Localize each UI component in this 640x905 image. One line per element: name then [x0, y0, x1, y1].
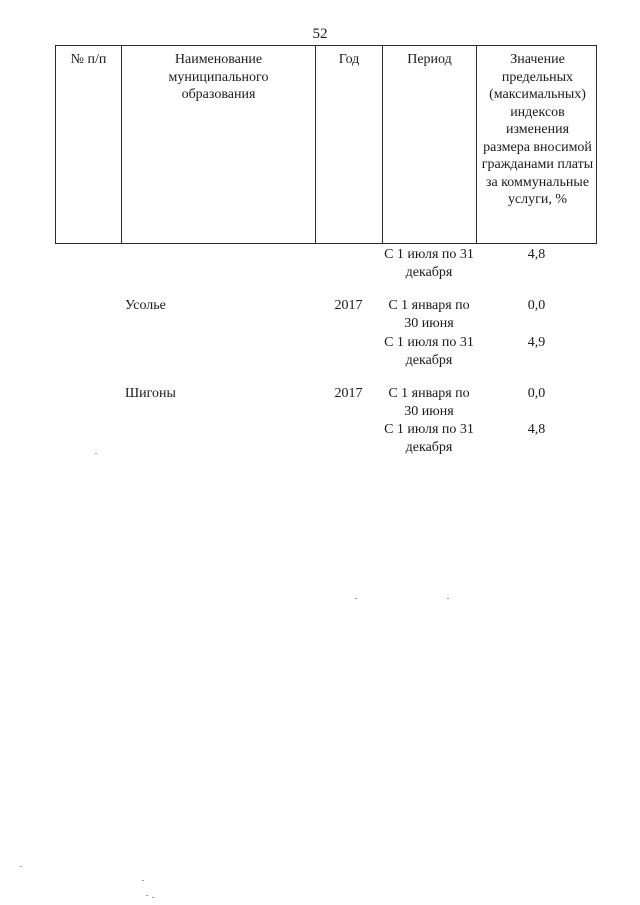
table-header [55, 45, 597, 244]
header-number-column: № п/п [56, 46, 122, 243]
header-index-value-column: Значение предельных (максимальных) индексов изменения размера вносимой гражданами платы за коммунальные услуги, % [481, 52, 594, 207]
header-municipality-column: Наименование муниципального образования [122, 46, 316, 243]
page-number: 52 [312, 26, 328, 42]
scan-speck [142, 880, 144, 881]
table-row-value: 0,0 [527, 386, 546, 401]
scan-speck [146, 895, 148, 896]
table-row-year: 2017 [334, 386, 363, 401]
table-row-municipality: Шигоны [125, 386, 176, 401]
table-row-period: С 1 июля по 31 декабря [384, 247, 474, 280]
scan-speck [447, 598, 449, 599]
table-row-value: 4,8 [527, 247, 546, 262]
table-row-municipality: Усолье [125, 298, 166, 313]
table-row-period: С 1 июля по 31 декабря [384, 422, 474, 455]
table-row-period: С 1 января по 30 июня [388, 298, 470, 331]
table-row-period: С 1 января по 30 июня [388, 386, 470, 419]
scan-speck [355, 598, 357, 599]
table-row-value: 4,9 [527, 335, 546, 350]
table-row-value: 4,8 [527, 422, 546, 437]
header-year-column: Год [316, 46, 383, 243]
header-period-column: Период [383, 46, 477, 243]
table-row-year: 2017 [334, 298, 363, 313]
scan-speck [20, 866, 22, 867]
scan-speck [95, 453, 97, 454]
table-row-value: 0,0 [527, 298, 546, 313]
scan-speck [152, 897, 154, 898]
table-row-period: С 1 июля по 31 декабря [384, 335, 474, 368]
